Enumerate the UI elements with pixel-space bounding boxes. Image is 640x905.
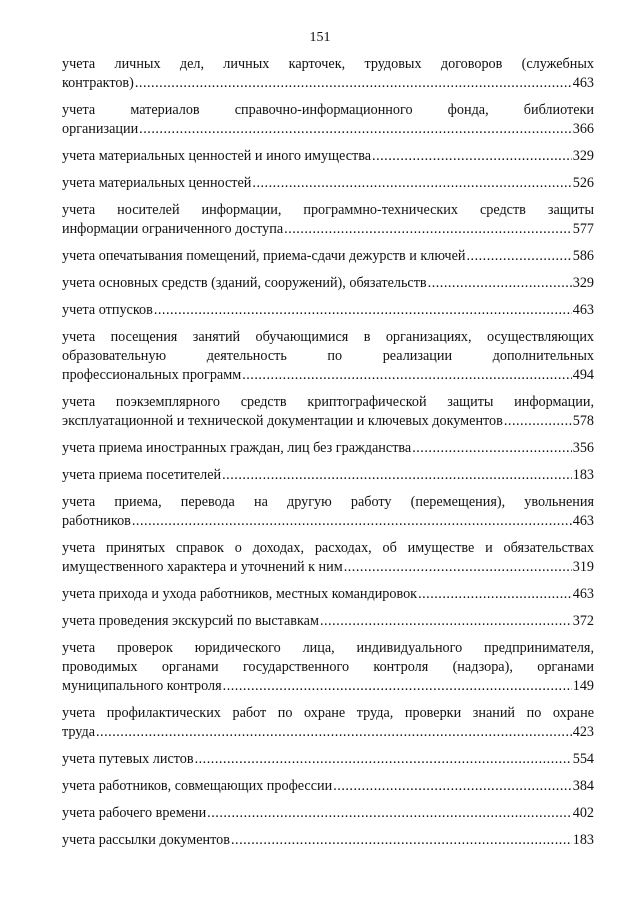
entry-text-line: контрактов) (62, 75, 134, 91)
dot-leader (252, 174, 571, 193)
entry-page-number: 149 (572, 678, 594, 694)
dot-leader (418, 585, 572, 604)
entry-page-number: 372 (572, 613, 594, 629)
index-entry (62, 393, 594, 431)
dot-leader (139, 120, 572, 139)
index-list (62, 55, 594, 858)
entry-text-line: учета работников, совмещающих профессии (62, 778, 333, 794)
index-entry (62, 612, 594, 631)
dot-leader (223, 677, 572, 696)
index-entry (62, 639, 594, 696)
entry-text-line: информации ограниченного доступа (62, 221, 284, 237)
entry-last-line (62, 804, 594, 823)
entry-page-number: 366 (572, 121, 594, 137)
entry-last-line (62, 120, 594, 139)
entry-page-number: 329 (572, 275, 594, 291)
entry-last-line (62, 677, 594, 696)
entry-last-line (62, 220, 594, 239)
entry-text-line: муниципального контроля (62, 678, 222, 694)
index-entry (62, 539, 594, 577)
dot-leader (412, 439, 572, 458)
dot-leader (195, 750, 572, 769)
index-entry (62, 777, 594, 796)
dot-leader (132, 512, 572, 531)
entry-page-number: 586 (572, 248, 594, 264)
entry-last-line (62, 301, 594, 320)
entry-last-line (62, 274, 594, 293)
dot-leader (207, 804, 572, 823)
entry-text-line: учета проверок юридического лица, индивидуального предпринимателя, (62, 640, 594, 656)
dot-leader (242, 366, 572, 385)
index-entry (62, 247, 594, 266)
entry-last-line (62, 439, 594, 458)
index-entry (62, 585, 594, 604)
entry-page-number: 356 (572, 440, 594, 456)
entry-last-line (62, 412, 594, 431)
index-entry (62, 831, 594, 850)
entry-text-line: учета проведения экскурсий по выставкам (62, 613, 319, 629)
entry-last-line (62, 366, 594, 385)
entry-text-line: учета прихода и ухода работников, местных командировок (62, 586, 418, 602)
dot-leader (333, 777, 572, 796)
entry-last-line (62, 750, 594, 769)
entry-last-line (62, 147, 594, 166)
entry-page-number: 494 (572, 367, 594, 383)
entry-page-number: 183 (572, 832, 594, 848)
entry-text-line: учета приема посетителей (62, 467, 222, 483)
index-entry (62, 466, 594, 485)
entry-page-number: 329 (572, 148, 594, 164)
entry-page-number: 526 (572, 175, 594, 191)
dot-leader (466, 247, 571, 266)
entry-last-line (62, 831, 594, 850)
index-entry (62, 55, 594, 93)
entry-text-line: учета приема, перевода на другую работу (перемещения), увольнения (62, 494, 594, 510)
entry-text-line: учета опечатывания помещений, приема-сдачи дежурств и ключей (62, 248, 466, 264)
index-entry (62, 704, 594, 742)
entry-last-line (62, 723, 594, 742)
entry-last-line (62, 247, 594, 266)
entry-last-line (62, 174, 594, 193)
page-number: 151 (309, 30, 331, 45)
dot-leader (284, 220, 572, 239)
dot-leader (231, 831, 572, 850)
entry-text-line: учета рассылки документов (62, 832, 230, 848)
entry-text-line: имущественного характера и уточнений к ним (62, 559, 343, 575)
dot-leader (222, 466, 572, 485)
entry-last-line (62, 612, 594, 631)
dot-leader (96, 723, 572, 742)
dot-leader (344, 558, 572, 577)
entry-last-line (62, 558, 594, 577)
index-entry (62, 174, 594, 193)
entry-text-line: учета основных средств (зданий, сооружений), обязательств (62, 275, 427, 291)
index-entry (62, 301, 594, 320)
entry-text-line: учета поэкземплярного средств криптографической защиты информации, (62, 394, 594, 410)
dot-leader (135, 74, 572, 93)
entry-text-line: учета путевых листов (62, 751, 194, 767)
entry-text-line: учета носителей информации, программно-технических средств защиты (62, 202, 594, 218)
index-entry (62, 750, 594, 769)
entry-text-line: учета личных дел, личных карточек, трудовых договоров (служебных (62, 56, 594, 72)
entry-text-line: учета материалов справочно-информационного фонда, библиотеки (62, 102, 594, 118)
entry-page-number: 577 (572, 221, 594, 237)
entry-last-line (62, 74, 594, 93)
entry-page-number: 578 (572, 413, 594, 429)
index-entry (62, 493, 594, 531)
index-entry (62, 328, 594, 385)
entry-last-line (62, 585, 594, 604)
entry-page-number: 319 (572, 559, 594, 575)
entry-page-number: 183 (572, 467, 594, 483)
entry-page-number: 463 (572, 75, 594, 91)
entry-text-line: учета рабочего времени (62, 805, 207, 821)
entry-text-line: учета посещения занятий обучающимися в организациях, осуществляющих (62, 329, 594, 345)
entry-last-line (62, 512, 594, 531)
dot-leader (320, 612, 572, 631)
index-entry (62, 439, 594, 458)
entry-text-line: учета принятых справок о доходах, расходах, об имуществе и обязательствах (62, 540, 594, 556)
entry-text-line: учета отпусков (62, 302, 153, 318)
entry-page-number: 463 (572, 302, 594, 318)
entry-text-line: учета материальных ценностей (62, 175, 252, 191)
dot-leader (154, 301, 572, 320)
index-entry (62, 101, 594, 139)
dot-leader (372, 147, 572, 166)
index-entry (62, 274, 594, 293)
entry-text-line: учета материальных ценностей и иного имущества (62, 148, 372, 164)
entry-page-number: 463 (572, 586, 594, 602)
entry-last-line (62, 466, 594, 485)
entry-page-number: 423 (572, 724, 594, 740)
index-entry (62, 201, 594, 239)
entry-page-number: 402 (572, 805, 594, 821)
entry-text-line: эксплуатационной и технической документации и ключевых документов (62, 413, 503, 429)
entry-page-number: 463 (572, 513, 594, 529)
entry-text-line: профессиональных программ (62, 367, 242, 383)
entry-text-line: учета приема иностранных граждан, лиц без гражданства (62, 440, 412, 456)
entry-last-line (62, 777, 594, 796)
index-entry (62, 147, 594, 166)
entry-text-line: образовательную деятельность по реализации дополнительных (62, 348, 594, 364)
entry-text-line: труда (62, 724, 95, 740)
entry-page-number: 384 (572, 778, 594, 794)
dot-leader (504, 412, 572, 431)
dot-leader (428, 274, 572, 293)
entry-text-line: организации (62, 121, 139, 137)
entry-text-line: работников (62, 513, 131, 529)
entry-text-line: учета профилактических работ по охране труда, проверки знаний по охране (62, 705, 594, 721)
entry-page-number: 554 (572, 751, 594, 767)
entry-text-line: проводимых органами государственного контроля (надзора), органами (62, 659, 594, 675)
index-entry (62, 804, 594, 823)
